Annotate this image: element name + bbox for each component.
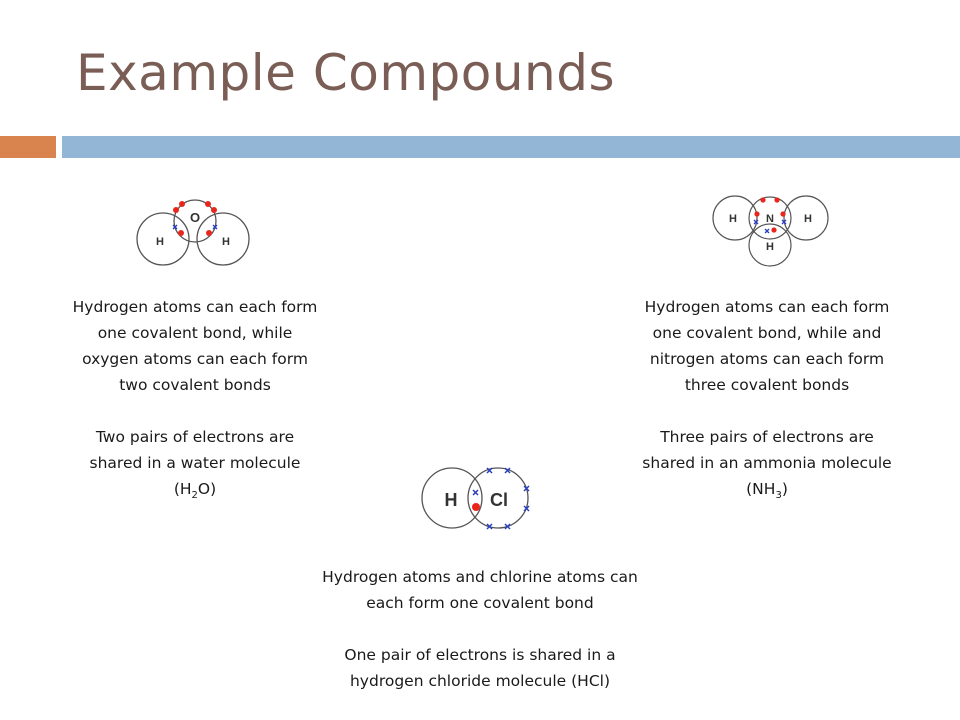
- hydrogen-symbol: H: [444, 490, 458, 510]
- hydrogen-electron-dot: [472, 503, 480, 511]
- caption-line: Hydrogen atoms can each form: [72, 298, 318, 316]
- ammonia-formula: $(NH_3)$: [746, 480, 788, 502]
- caption-line: hydrogen chloride molecule (HCl): [349, 672, 610, 690]
- caption-line: oxygen atoms can each form: [82, 350, 308, 368]
- water-lewis-diagram: [130, 195, 260, 270]
- chlorine-symbol: Cl: [490, 490, 508, 510]
- caption-line: two covalent bonds: [119, 376, 271, 394]
- hcl-lewis-diagram: [418, 462, 543, 532]
- caption-line: Two pairs of electrons are: [95, 428, 295, 446]
- accent-bar-orange: [0, 136, 56, 158]
- hydrogen-symbol-left: H: [156, 236, 164, 248]
- hydrogen-symbol-right: H: [222, 236, 230, 248]
- hcl-caption: [290, 564, 670, 694]
- ammonia-caption: [617, 294, 917, 509]
- slide-title: Example Compounds: [76, 44, 616, 102]
- caption-line: three covalent bonds: [684, 376, 850, 394]
- hydrogen-symbol-right: H: [804, 213, 812, 225]
- caption-line: nitrogen atoms can each form: [649, 350, 885, 368]
- oxygen-symbol: O: [189, 210, 201, 225]
- accent-bar-blue: [62, 136, 960, 158]
- caption-line: one covalent bond, while and: [652, 324, 882, 342]
- ammonia-lewis-diagram: [708, 192, 833, 270]
- hydrogen-symbol-bottom: H: [766, 241, 774, 253]
- caption-line: shared in a water molecule: [89, 454, 301, 472]
- caption-line: One pair of electrons is shared in a: [344, 646, 616, 664]
- water-caption: [45, 294, 345, 509]
- caption-line: Hydrogen atoms and chlorine atoms can: [322, 568, 638, 586]
- hydrogen-symbol-left: H: [729, 213, 737, 225]
- hydrogen-electron-crosses: [173, 225, 217, 229]
- caption-line: Hydrogen atoms can each form: [644, 298, 890, 316]
- caption-line: each form one covalent bond: [366, 594, 594, 612]
- water-formula: $(H_2O)$: [173, 480, 217, 502]
- caption-line: Three pairs of electrons are: [660, 428, 874, 446]
- caption-line: one covalent bond, while: [97, 324, 293, 342]
- caption-line: shared in an ammonia molecule: [642, 454, 892, 472]
- nitrogen-symbol: N: [766, 213, 774, 225]
